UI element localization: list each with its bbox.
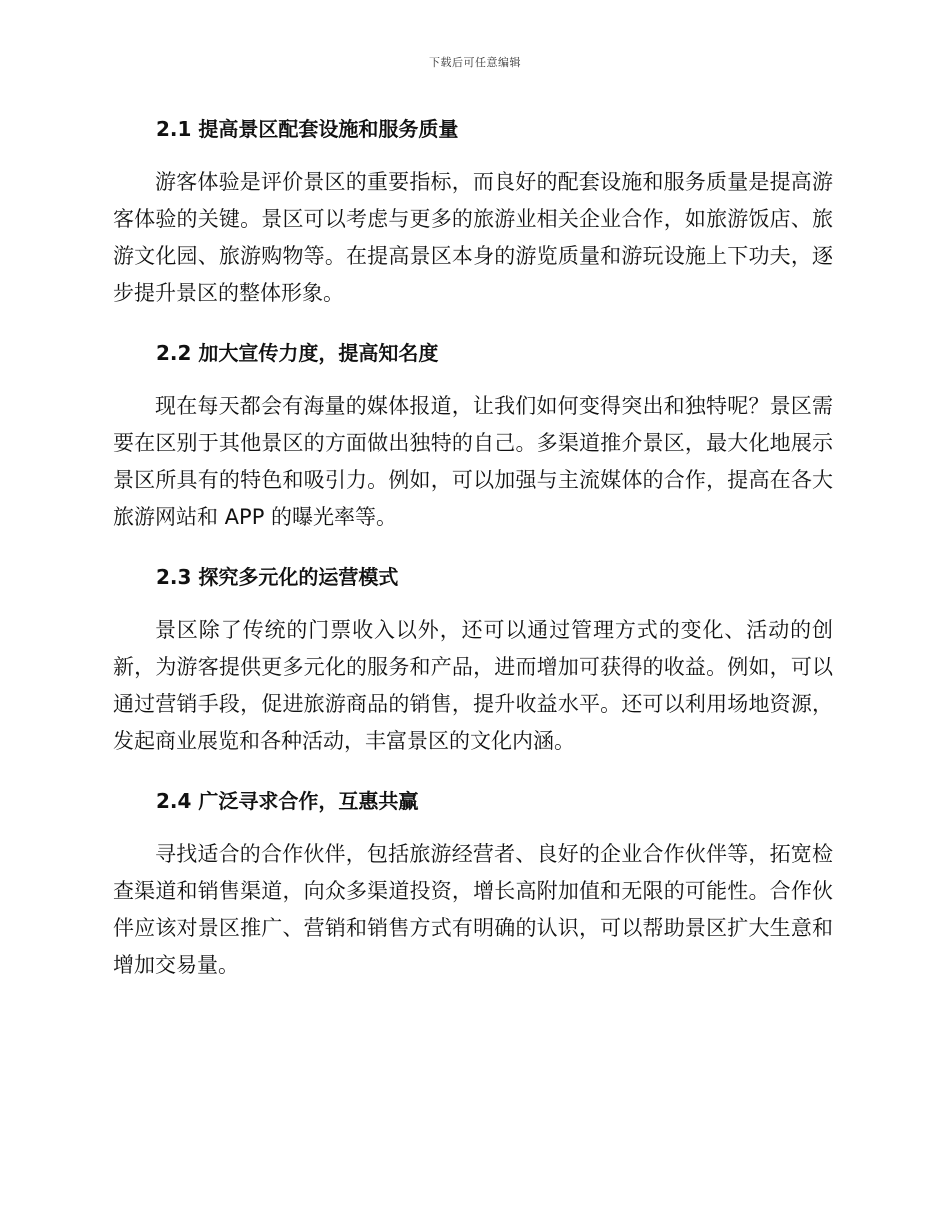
page-header: 下载后可任意编辑 [429,56,521,69]
section-title: 2.2 加大宣传力度，提高知名度 [156,341,439,365]
section-title: 2.1 提高景区配套设施和服务质量 [156,117,459,141]
section-2-1 [113,112,833,312]
section-title: 2.4 广泛寻求合作，互惠共赢 [156,789,419,813]
section-paragraph: 现在每天都会有海量的媒体报道，让我们如何变得突出和独特呢？景区需要在区别于其他景区的方面做出独特的自己。多渠道推介景区，最大化地展示景区所具有的特色和吸引力。例如，可以加强与主流媒体的合作，提高在各大旅游网站和 APP 的曝光率等。 [113,394,833,529]
section-2-2 [113,336,833,536]
section-paragraph: 景区除了传统的门票收入以外，还可以通过管理方式的变化、活动的创新，为游客提供更多元化的服务和产品，进而增加可获得的收益。例如，可以通过营销手段，促进旅游商品的销售，提升收益水平。还可以利用场地资源，发起商业展览和各种活动，丰富景区的文化内涵。 [113,618,833,753]
section-2-3 [113,560,833,760]
section-paragraph: 游客体验是评价景区的重要指标，而良好的配套设施和服务质量是提高游客体验的关键。景区可以考虑与更多的旅游业相关企业合作，如旅游饭店、旅游文化园、旅游购物等。在提高景区本身的游览质量和游玩设施上下功夫，逐步提升景区的整体形象。 [113,170,833,305]
document-content [113,112,833,984]
section-title: 2.3 探究多元化的运营模式 [156,565,399,589]
section-2-4 [113,784,833,984]
section-paragraph: 寻找适合的合作伙伴，包括旅游经营者、良好的企业合作伙伴等，拓宽检查渠道和销售渠道，向众多渠道投资，增长高附加值和无限的可能性。合作伙伴应该对景区推广、营销和销售方式有明确的认识，可以帮助景区扩大生意和增加交易量。 [113,842,833,977]
